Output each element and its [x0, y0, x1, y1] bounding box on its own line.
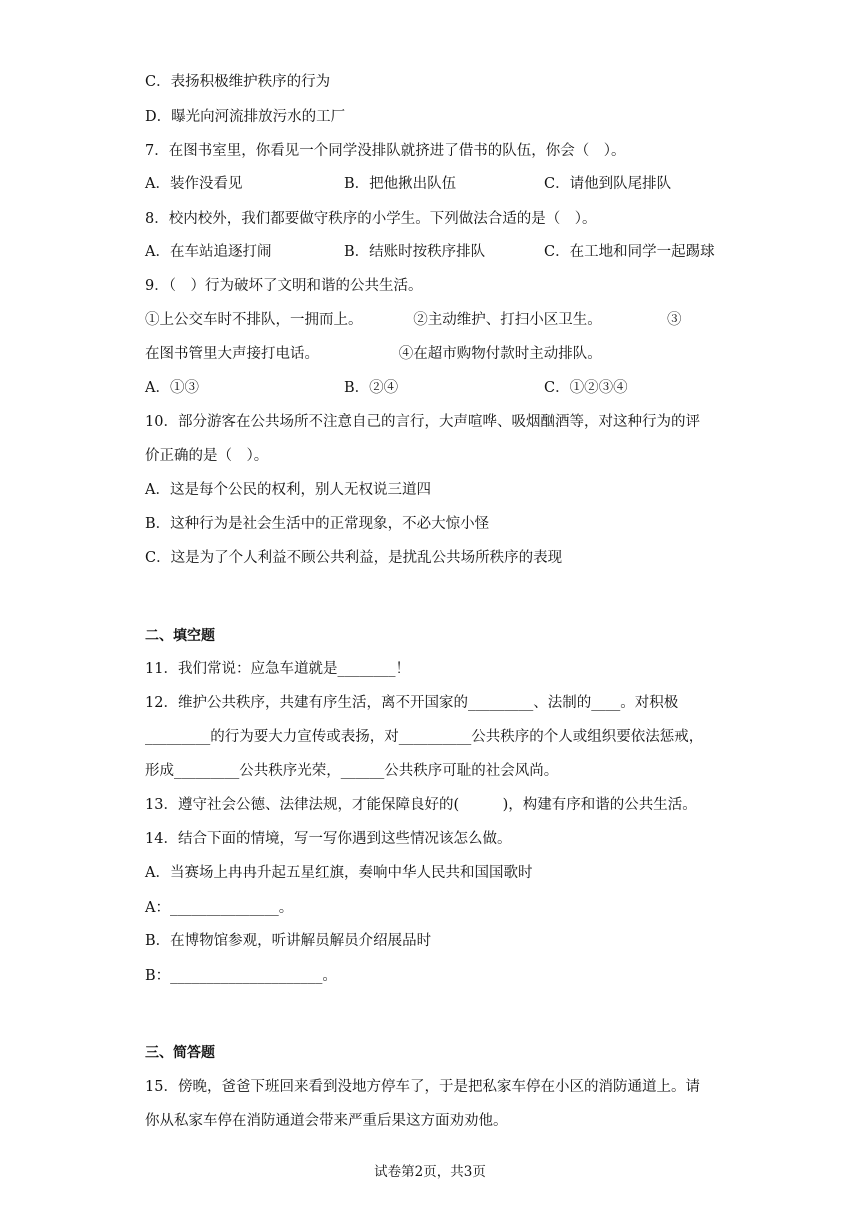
q14-scenario-a: A．当赛场上冉冉升起五星红旗，奏响中华人民共和国国歌时 [145, 865, 533, 881]
section-fill-heading: 二、填空题 [145, 628, 215, 644]
q7-option-a: A．装作没看见 [145, 176, 243, 192]
q7-option-b: B．把他揪出队伍 [344, 176, 457, 192]
q6-option-c: C．表扬积极维护秩序的行为 [145, 74, 331, 90]
q7-stem: 7．在图书室里，你看见一个同学没排队就挤进了借书的队伍，你会（ ）。 [145, 143, 626, 159]
q7-option-c: C．请他到队尾排队 [544, 176, 672, 192]
q8-option-b: B．结账时按秩序排队 [344, 244, 486, 260]
q10-option-b: B．这种行为是社会生活中的正常现象，不必大惊小怪 [145, 516, 490, 532]
q12-line1: 12．维护公共秩序，共建有序生活，离不开国家的_________、法制的____。对积极 [145, 695, 679, 711]
q14-stem: 14．结合下面的情境，写一写你遇到这些情况该怎么做。 [145, 831, 512, 847]
q10-option-c: C．这是为了个人利益不顾公共利益，是扰乱公共场所秩序的表现 [145, 550, 563, 566]
q15-line2: 你从私家车停在消防通道会带来严重后果这方面劝劝他。 [145, 1113, 508, 1129]
q12-line2: _________的行为要大力宣传或表扬，对__________公共秩序的个人或组织要依法惩戒， [145, 729, 704, 745]
q15-line1: 15．傍晚，爸爸下班回来看到没地方停车了，于是把私家车停在小区的消防通道上。请 [145, 1079, 700, 1095]
q13: 13．遵守社会公德、法律法规，才能保障良好的( )，构建有序和谐的公共生活。 [145, 797, 697, 813]
q9-option-a: A．①③ [145, 380, 199, 396]
q9-items-line2: 在图书管里大声接打电话。 ④在超市购物付款时主动排队。 [145, 346, 602, 362]
section-short-heading: 三、简答题 [145, 1045, 215, 1061]
q10-stem-line2: 价正确的是（ ）。 [145, 448, 269, 464]
q9-option-b: B．②④ [344, 380, 399, 396]
q11: 11．我们常说：应急车道就是________！ [145, 661, 410, 677]
q14-scenario-b: B．在博物馆参观，听讲解员解员介绍展品时 [145, 933, 432, 949]
q8-option-a: A．在车站追逐打闹 [145, 244, 272, 260]
q8-stem: 8．校内校外，我们都要做守秩序的小学生。下列做法合适的是（ ）。 [145, 211, 597, 227]
q14-answer-b: B：_____________________。 [145, 968, 337, 984]
q14-answer-a: A：_______________。 [145, 900, 294, 916]
q9-option-c: C．①②③④ [544, 380, 628, 396]
q10-option-a: A．这是每个公民的权利，别人无权说三道四 [145, 482, 431, 498]
q6-option-d: D．曝光向河流排放污水的工厂 [145, 109, 346, 125]
q9-stem: 9．（ ）行为破坏了文明和谐的公共生活。 [145, 278, 423, 294]
q12-line3: 形成_________公共秩序光荣，______公共秩序可耻的社会风尚。 [145, 763, 559, 779]
q9-items-line1: ①上公交车时不排队，一拥而上。 ②主动维护、打扫小区卫生。 ③ [145, 312, 682, 328]
q10-stem-line1: 10．部分游客在公共场所不注意自己的言行，大声喧哗、吸烟酗酒等，对这种行为的评 [145, 414, 700, 430]
page-footer: 试卷第2页，共3页 [374, 1164, 486, 1180]
q8-option-c: C．在工地和同学一起踢球 [544, 244, 715, 260]
